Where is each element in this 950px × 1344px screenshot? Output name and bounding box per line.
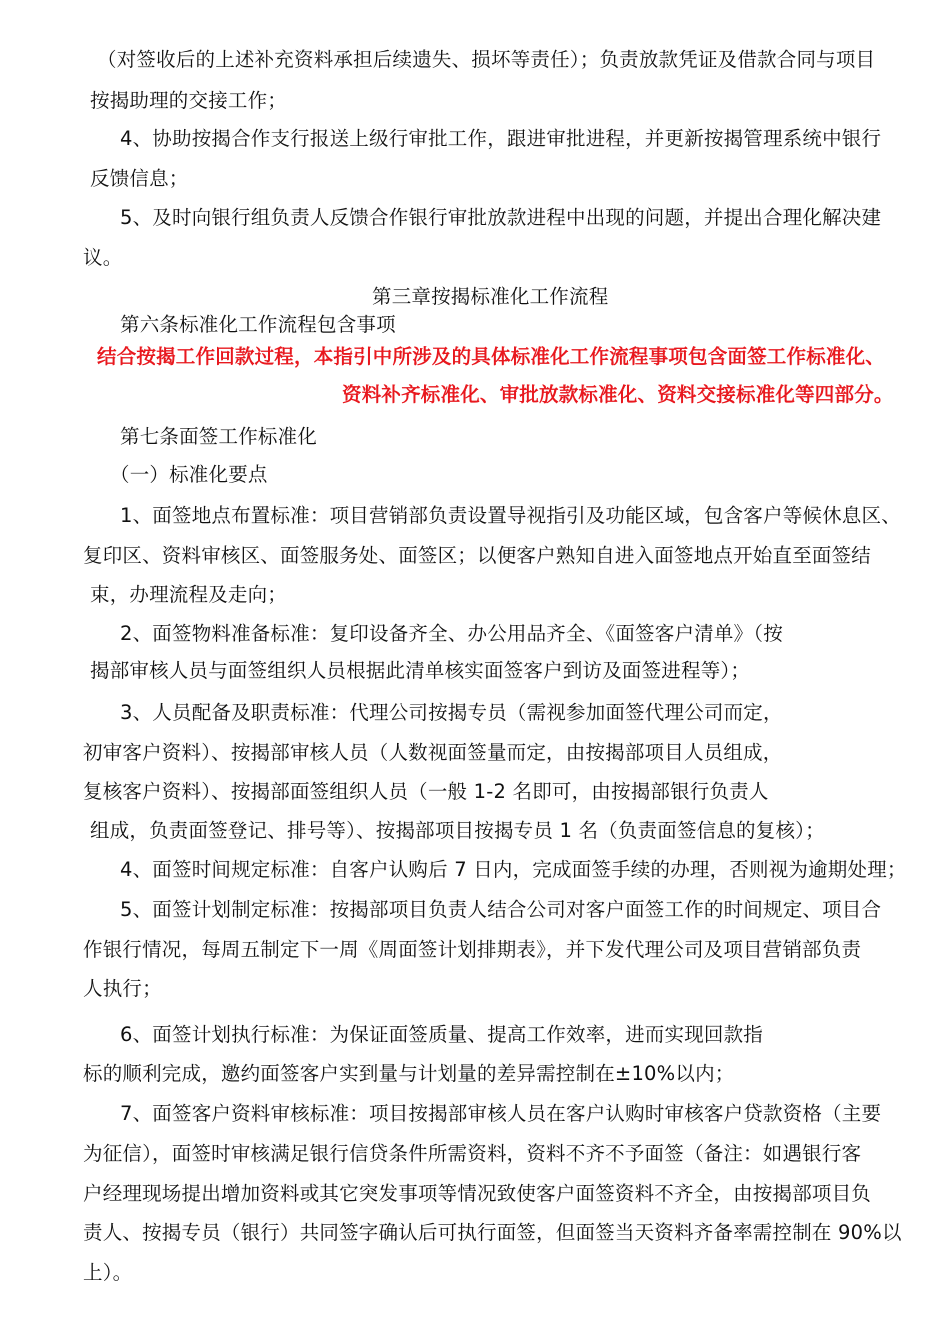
paragraph-line: 为征信），面签时审核满足银行信贷条件所需资料，资料不齐不予面签（备注：如遇银行客: [83, 1142, 862, 1165]
paragraph-line: （对签收后的上述补充资料承担后续遗失、损坏等责任）；负责放款凭证及借款合同与项目: [97, 48, 876, 71]
paragraph-line: 束，办理流程及走向；: [90, 583, 288, 606]
chapter-heading: 第三章按揭标准化工作流程: [372, 285, 609, 308]
paragraph-line: 责人、按揭专员（银行）共同签字确认后可执行面签，但面签当天资料齐备率需控制在 90%以: [83, 1221, 902, 1244]
paragraph-line: 初审客户资料）、按揭部审核人员（人数视面签量而定，由按揭部项目人员组成，: [83, 741, 783, 764]
article-heading: 第七条面签工作标准化: [120, 425, 318, 448]
paragraph-line: 1、面签地点布置标准：项目营销部负责设置导视指引及功能区域，包含客户等候休息区、: [120, 504, 901, 527]
paragraph-line: 上）。: [83, 1261, 133, 1284]
paragraph-line: 复印区、资料审核区、面签服务处、面签区；以便客户熟知自进入面签地点开始直至面签结: [83, 544, 872, 567]
paragraph-line: 复核客户资料）、按揭部面签组织人员（一般 1-2 名即可，由按揭部银行负责人: [83, 780, 769, 803]
paragraph-line: 人执行；: [83, 977, 162, 1000]
paragraph-line: 6、面签计划执行标准：为保证面签质量、提高工作效率，进而实现回款指: [120, 1023, 764, 1046]
highlighted-text: 结合按揭工作回款过程，本指引中所涉及的具体标准化工作流程事项包含面签工作标准化、: [97, 345, 886, 368]
section-heading: （一）标准化要点: [110, 463, 268, 486]
paragraph-line: 5、面签计划制定标准：按揭部项目负责人结合公司对客户面签工作的时间规定、项目合: [120, 898, 882, 921]
paragraph-line: 标的顺利完成，邀约面签客户实到量与计划量的差异需控制在±10%以内；: [83, 1062, 735, 1085]
paragraph-line: 3、人员配备及职责标准：代理公司按揭专员（需视参加面签代理公司而定，: [120, 701, 783, 724]
paragraph-line: 5、及时向银行组负责人反馈合作银行审批放款进程中出现的问题，并提出合理化解决建: [120, 206, 882, 229]
paragraph-line: 4、面签时间规定标准：自客户认购后 7 日内，完成面签手续的办理，否则视为逾期处理；: [120, 858, 907, 881]
paragraph-line: 议。: [83, 246, 123, 269]
paragraph-line: 4、协助按揭合作支行报送上级行审批工作，跟进审批进程，并更新按揭管理系统中银行: [120, 127, 882, 150]
paragraph-line: 反馈信息；: [90, 167, 189, 190]
highlighted-text: 资料补齐标准化、审批放款标准化、资料交接标准化等四部分。: [342, 383, 894, 406]
paragraph-line: 2、面签物料准备标准：复印设备齐全、办公用品齐全、《面签客户清单》（按: [120, 622, 783, 645]
paragraph-line: 组成，负责面签登记、排号等）、按揭部项目按揭专员 1 名（负责面签信息的复核）；: [90, 819, 825, 842]
paragraph-line: 作银行情况，每周五制定下一周《周面签计划排期表》，并下发代理公司及项目营销部负责: [83, 938, 862, 961]
paragraph-line: 揭部审核人员与面签组织人员根据此清单核实面签客户到访及面签进程等）；: [90, 659, 751, 682]
paragraph-line: 户经理现场提出增加资料或其它突发事项等情况致使客户面签资料不齐全，由按揭部项目负: [83, 1182, 872, 1205]
paragraph-line: 按揭助理的交接工作；: [90, 89, 288, 112]
paragraph-line: 7、面签客户资料审核标准：项目按揭部审核人员在客户认购时审核客户贷款资格（主要: [120, 1102, 882, 1125]
article-heading: 第六条标准化工作流程包含事项: [120, 313, 396, 336]
